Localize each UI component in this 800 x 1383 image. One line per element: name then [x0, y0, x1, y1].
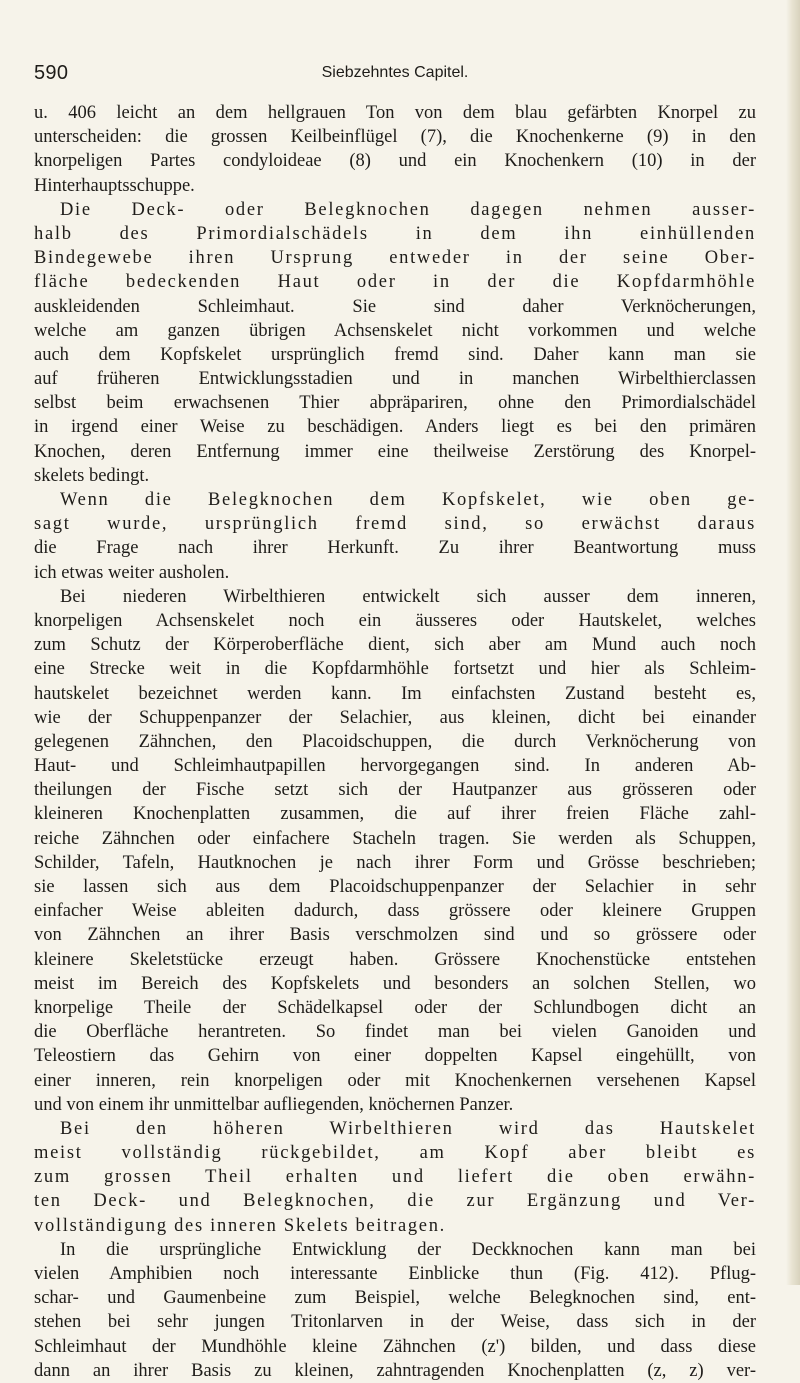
text-line: schar- und Gaumenbeine zum Beispiel, welche Belegknochen sind, ent-: [34, 1288, 756, 1309]
text-line: In die ursprüngliche Entwicklung der Deckknochen kann man bei: [60, 1239, 756, 1260]
text-line: und von einem ihr unmittelbar aufliegenden, knöchernen Panzer.: [34, 1094, 514, 1115]
running-head: Siebzehntes Capitel.: [321, 64, 469, 81]
text-line: Bei den höheren Wirbelthieren wird das Hautskelet: [60, 1118, 756, 1139]
text-line: eine Strecke weit in die Kopfdarmhöhle fortsetzt und hier als Schleim-: [34, 659, 756, 680]
text-line: einer inneren, rein knorpeligen oder mit Knochenkernen versehenen Kapsel: [34, 1070, 756, 1091]
text-line: in irgend einer Weise zu beschädigen. Anders liegt es bei den primären: [34, 417, 756, 438]
text-line: selbst beim erwachsenen Thier abpräpariren, ohne den Primordialschädel: [34, 393, 756, 414]
body-text: [34, 101, 756, 1383]
text-line: halb des Primordialschädels in dem ihn einhüllenden: [34, 223, 756, 244]
text-line: knorpelige Theile der Schädelkapsel oder der Schlundbogen dicht an: [34, 997, 756, 1018]
text-line: fläche bedeckenden Haut oder in der die Kopfdarmhöhle: [34, 272, 756, 293]
text-line: kleinere Skeletstücke erzeugt haben. Grössere Knochenstücke entstehen: [34, 949, 756, 970]
text-line: skelets bedingt.: [34, 465, 150, 486]
text-line: Knochen, deren Entfernung immer eine theilweise Zerstörung des Knorpel-: [34, 441, 756, 462]
text-line: gelegenen Zähnchen, den Placoidschuppen, die durch Verknöcherung von: [34, 731, 756, 752]
text-line: sagt wurde, ursprünglich fremd sind, so erwächst daraus: [34, 514, 756, 535]
text-line: Hinterhauptsschuppe.: [34, 175, 195, 196]
text-line: Haut- und Schleimhautpapillen hervorgegangen sind. In anderen Ab-: [34, 756, 756, 777]
text-line: Bindegewebe ihren Ursprung entweder in der seine Ober-: [34, 248, 756, 269]
text-line: auf früheren Entwicklungsstadien und in manchen Wirbelthierclassen: [34, 369, 756, 390]
text-line: vielen Amphibien noch interessante Einblicke thun (Fig. 412). Pflug-: [34, 1264, 756, 1284]
text-line: die Oberfläche herantreten. So findet man bei vielen Ganoiden und: [34, 1022, 756, 1043]
text-line: von Zähnchen an ihrer Basis verschmolzen sind und so grössere oder: [34, 925, 756, 946]
text-line: welche am ganzen übrigen Achsenskelet nicht vorkommen und welche: [34, 320, 756, 341]
page-edge-shadow: [786, 0, 800, 1285]
text-line: stehen bei sehr jungen Tritonlarven in der Weise, dass sich in der: [34, 1312, 756, 1333]
text-line: Teleostiern das Gehirn von einer doppelten Kapsel eingehüllt, von: [34, 1046, 756, 1067]
text-line: die Frage nach ihrer Herkunft. Zu ihrer Beantwortung muss: [34, 538, 756, 559]
text-line: meist vollständig rückgebildet, am Kopf aber bleibt es: [34, 1143, 756, 1164]
text-line: sie lassen sich aus dem Placoidschuppenpanzer der Selachier in sehr: [34, 877, 756, 897]
text-line: u. 406 leicht an dem hellgrauen Ton von dem blau gefärbten Knorpel zu: [34, 103, 756, 123]
text-line: reiche Zähnchen oder einfachere Stacheln tragen. Sie werden als Schuppen,: [34, 828, 756, 849]
page-number: 590: [34, 62, 69, 84]
text-line: kleineren Knochenplatten zusammen, die auf ihrer freien Fläche zahl-: [34, 804, 756, 825]
text-line: Schleimhaut der Mundhöhle kleine Zähnchen (z') bilden, und dass diese: [34, 1336, 756, 1357]
text-line: knorpeligen Partes condyloideae (8) und ein Knochenkern (10) in der: [34, 151, 756, 172]
text-line: meist im Bereich des Kopfskelets und besonders an solchen Stellen, wo: [34, 973, 756, 994]
text-line: dann an ihrer Basis zu kleinen, zahntragenden Knochenplatten (z, z) ver-: [34, 1360, 756, 1381]
text-line: Wenn die Belegknochen dem Kopfskelet, wie oben ge-: [60, 490, 756, 510]
text-line: Schilder, Tafeln, Hautknochen je nach ihrer Form und Grösse beschrieben;: [34, 852, 756, 873]
text-line: zum grossen Theil erhalten und liefert die oben erwähn-: [34, 1167, 756, 1188]
text-line: zum Schutz der Körperoberfläche dient, sich aber am Mund auch noch: [34, 635, 756, 656]
text-line: hautskelet bezeichnet werden kann. Im einfachsten Zustand besteht es,: [34, 683, 756, 704]
text-line: theilungen der Fische setzt sich der Hautpanzer aus grösseren oder: [34, 780, 756, 801]
text-line: ten Deck- und Belegknochen, die zur Ergänzung und Ver-: [34, 1191, 756, 1212]
text-line: auskleidenden Schleimhaut. Sie sind daher Verknöcherungen,: [34, 296, 756, 317]
text-line: Die Deck- oder Belegknochen dagegen nehmen ausser-: [60, 199, 756, 220]
text-line: Bei niederen Wirbelthieren entwickelt sich ausser dem inneren,: [60, 586, 756, 607]
text-line: unterscheiden: die grossen Keilbeinflügel (7), die Knochenkerne (9) in den: [34, 127, 756, 148]
text-line: knorpeligen Achsenskelet noch ein äusseres oder Hautskelet, welches: [34, 610, 756, 631]
page-header: [34, 62, 756, 92]
text-line: ich etwas weiter ausholen.: [34, 562, 230, 583]
text-line: vollständigung des inneren Skelets beitragen.: [34, 1215, 446, 1236]
text-line: wie der Schuppenpanzer der Selachier, aus kleinen, dicht bei einander: [34, 707, 756, 728]
text-line: einfacher Weise ableiten dadurch, dass grössere oder kleinere Gruppen: [34, 901, 756, 922]
text-line: auch dem Kopfskelet ursprünglich fremd sind. Daher kann man sie: [34, 344, 756, 365]
